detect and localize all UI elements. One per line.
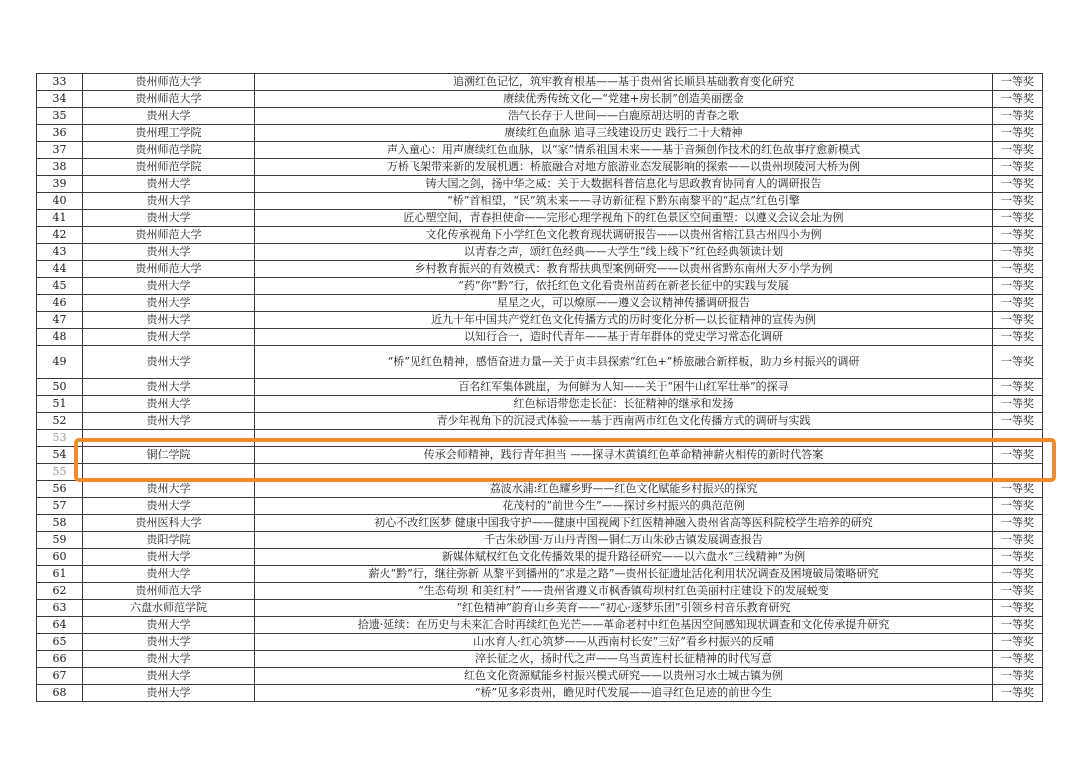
award-level: 一等奖: [993, 193, 1043, 210]
row-number: 41: [37, 210, 83, 227]
project-title: “生态苟坝 和美红村”——贵州省遵义市枫香镇苟坝村红色美丽村庄建设下的发展蜕变: [255, 583, 993, 600]
award-level: 一等奖: [993, 329, 1043, 346]
project-title: 追溯红色记忆，筑牢教育根基——基于贵州省长顺县基础教育变化研究: [255, 74, 993, 91]
award-level: 一等奖: [993, 566, 1043, 583]
award-level: 一等奖: [993, 583, 1043, 600]
project-title: “桥”见红色精神，感悟奋进力量—关于贞丰县探索“红色+”桥旅融合新样板，助力乡村振兴的调研: [255, 346, 993, 379]
row-number: 47: [37, 312, 83, 329]
award-level: 一等奖: [993, 396, 1043, 413]
award-level: 一等奖: [993, 227, 1043, 244]
row-number: 33: [37, 74, 83, 91]
award-level: 一等奖: [993, 634, 1043, 651]
row-number: 45: [37, 278, 83, 295]
row-number: 36: [37, 125, 83, 142]
school-name: 贵州医科大学: [83, 515, 255, 532]
table-row: [37, 634, 1043, 651]
row-number: 40: [37, 193, 83, 210]
table-row: [37, 193, 1043, 210]
table-row: [37, 668, 1043, 685]
row-number: 46: [37, 295, 83, 312]
row-number: 48: [37, 329, 83, 346]
school-name: 贵州师范大学: [83, 227, 255, 244]
school-name: 贵州大学: [83, 498, 255, 515]
award-level: 一等奖: [993, 91, 1043, 108]
table-row: [37, 583, 1043, 600]
project-title: 花茂村的“前世今生”——探讨乡村振兴的典范范例: [255, 498, 993, 515]
table-row: [37, 464, 1043, 481]
project-title: [255, 464, 993, 481]
table-row: [37, 74, 1043, 91]
award-level: 一等奖: [993, 498, 1043, 515]
table-row: [37, 481, 1043, 498]
school-name: 贵州大学: [83, 396, 255, 413]
project-title: 铸大国之剑，扬中华之威：关于大数据科普信息化与思政教育协同育人的调研报告: [255, 176, 993, 193]
table-row: [37, 278, 1043, 295]
school-name: 六盘水师范学院: [83, 600, 255, 617]
row-number: 35: [37, 108, 83, 125]
table-row: [37, 685, 1043, 702]
school-name: 贵州大学: [83, 312, 255, 329]
award-level: [993, 464, 1043, 481]
project-title: 红色文化资源赋能乡村振兴模式研究——以贵州习水土城古镇为例: [255, 668, 993, 685]
school-name: 贵州大学: [83, 549, 255, 566]
school-name: 贵州大学: [83, 413, 255, 430]
project-title: 荔波水浦:红色耀乡野——红色文化赋能乡村振兴的探究: [255, 481, 993, 498]
row-number: 37: [37, 142, 83, 159]
project-title: “药”你“黔”行，依托红色文化看贵州苗药在新老长征中的实践与发展: [255, 278, 993, 295]
project-title: 赓续红色血脉 追寻三线建设历史 践行二十大精神: [255, 125, 993, 142]
award-level: 一等奖: [993, 142, 1043, 159]
table-row: [37, 210, 1043, 227]
award-level: 一等奖: [993, 125, 1043, 142]
project-title: 青少年视角下的沉浸式体验——基于西南两市红色文化传播方式的调研与实践: [255, 413, 993, 430]
row-number: 65: [37, 634, 83, 651]
table-row: [37, 142, 1043, 159]
school-name: [83, 464, 255, 481]
table-row: [37, 532, 1043, 549]
row-number: 52: [37, 413, 83, 430]
school-name: 贵州大学: [83, 193, 255, 210]
award-level: 一等奖: [993, 176, 1043, 193]
school-name: 贵州师范大学: [83, 74, 255, 91]
award-table: [36, 73, 1043, 702]
table-row: [37, 312, 1043, 329]
school-name: 贵州大学: [83, 379, 255, 396]
award-level: 一等奖: [993, 668, 1043, 685]
table-row: [37, 261, 1043, 278]
award-level: 一等奖: [993, 159, 1043, 176]
project-title: 万桥飞架带来新的发展机遇：桥旅融合对地方旅游业态发展影响的探索——以贵州坝陵河大桥为例: [255, 159, 993, 176]
row-number: 38: [37, 159, 83, 176]
project-title: 以知行合一，造时代青年——基于青年群体的党史学习常态化调研: [255, 329, 993, 346]
table-row: [37, 108, 1043, 125]
table-row: [37, 125, 1043, 142]
school-name: 贵州师范大学: [83, 583, 255, 600]
table-row: [37, 651, 1043, 668]
row-number: 39: [37, 176, 83, 193]
project-title: 初心不改红医梦 健康中国我守护——健康中国视阈下红医精神融入贵州省高等医科院校学生培养的研究: [255, 515, 993, 532]
school-name: 贵州大学: [83, 108, 255, 125]
award-level: 一等奖: [993, 481, 1043, 498]
row-number: 57: [37, 498, 83, 515]
school-name: 贵州理工学院: [83, 125, 255, 142]
award-level: 一等奖: [993, 108, 1043, 125]
award-level: 一等奖: [993, 532, 1043, 549]
row-number: 59: [37, 532, 83, 549]
school-name: 贵州大学: [83, 481, 255, 498]
project-title: [255, 430, 993, 447]
row-number: 50: [37, 379, 83, 396]
row-number: 62: [37, 583, 83, 600]
row-number: 43: [37, 244, 83, 261]
award-level: 一等奖: [993, 549, 1043, 566]
school-name: 贵州大学: [83, 668, 255, 685]
row-number: 61: [37, 566, 83, 583]
row-number: 53: [37, 430, 83, 447]
project-title: “桥”见多彩贵州，瞻见时代发展——追寻红色足迹的前世今生: [255, 685, 993, 702]
school-name: 贵州大学: [83, 244, 255, 261]
table-row: [37, 396, 1043, 413]
award-level: 一等奖: [993, 74, 1043, 91]
row-number: 42: [37, 227, 83, 244]
table-row: [37, 447, 1043, 464]
row-number: 55: [37, 464, 83, 481]
row-number: 58: [37, 515, 83, 532]
school-name: 贵州师范大学: [83, 261, 255, 278]
school-name: [83, 430, 255, 447]
row-number: 44: [37, 261, 83, 278]
award-level: 一等奖: [993, 413, 1043, 430]
project-title: 千古朱砂国·万山丹青图—铜仁万山朱砂古镇发展调查报告: [255, 532, 993, 549]
award-level: 一等奖: [993, 447, 1043, 464]
award-level: 一等奖: [993, 312, 1043, 329]
project-title: 新媒体赋权红色文化传播效果的提升路径研究——以六盘水“三线精神”为例: [255, 549, 993, 566]
project-title: 淬长征之火，扬时代之声——乌当黄连村长征精神的时代写意: [255, 651, 993, 668]
project-title: 赓续优秀传统文化—“党建+房长制”创造美丽摆金: [255, 91, 993, 108]
project-title: 文化传承视角下小学红色文化教育现状调研报告——以贵州省榕江县古州四小为例: [255, 227, 993, 244]
school-name: 贵州大学: [83, 346, 255, 379]
table-row: [37, 379, 1043, 396]
table-row: [37, 498, 1043, 515]
project-title: “红色精神”韵育山乡美育——“初心·逐梦乐团”引领乡村音乐教育研究: [255, 600, 993, 617]
table-row: [37, 176, 1043, 193]
table-row: [37, 515, 1043, 532]
table-row: [37, 566, 1043, 583]
award-level: 一等奖: [993, 346, 1043, 379]
row-number: 63: [37, 600, 83, 617]
table-row: [37, 617, 1043, 634]
project-title: 红色标语带您走长征：长征精神的继承和发扬: [255, 396, 993, 413]
row-number: 67: [37, 668, 83, 685]
table-row: [37, 295, 1043, 312]
project-title: 星星之火，可以燎原——遵义会议精神传播调研报告: [255, 295, 993, 312]
project-title: 乡村教育振兴的有效模式：教育帮扶典型案例研究——以贵州省黔东南州大歹小学为例: [255, 261, 993, 278]
award-level: 一等奖: [993, 515, 1043, 532]
project-title: 拾遗·延续：在历史与未来汇合时再续红色光芒——革命老村中红色基因空间感知现状调查和文化传承提升研究: [255, 617, 993, 634]
row-number: 54: [37, 447, 83, 464]
award-level: 一等奖: [993, 617, 1043, 634]
award-level: 一等奖: [993, 295, 1043, 312]
table-row: [37, 91, 1043, 108]
project-title: 以青春之声，颂红色经典——大学生“线上线下”红色经典领读计划: [255, 244, 993, 261]
school-name: 贵州大学: [83, 651, 255, 668]
school-name: 贵州大学: [83, 566, 255, 583]
award-level: 一等奖: [993, 244, 1043, 261]
school-name: 贵州师范大学: [83, 91, 255, 108]
project-title: 薪火“黔”行，继往弥新 从黎平到播州的“求是之路”—贵州长征遗址活化利用状况调查及困境破局策略研究: [255, 566, 993, 583]
school-name: 贵州大学: [83, 210, 255, 227]
award-level: 一等奖: [993, 685, 1043, 702]
award-level: 一等奖: [993, 261, 1043, 278]
school-name: 贵州大学: [83, 634, 255, 651]
row-number: 66: [37, 651, 83, 668]
school-name: 贵州大学: [83, 176, 255, 193]
row-number: 56: [37, 481, 83, 498]
school-name: 贵州师范学院: [83, 142, 255, 159]
school-name: 贵州大学: [83, 295, 255, 312]
table-row: [37, 549, 1043, 566]
table-row: [37, 227, 1043, 244]
award-level: 一等奖: [993, 600, 1043, 617]
row-number: 68: [37, 685, 83, 702]
row-number: 49: [37, 346, 83, 379]
row-number: 64: [37, 617, 83, 634]
row-number: 34: [37, 91, 83, 108]
project-title: 声入童心：用声赓续红色血脉，以“家”情系祖国未来——基于音频创作技术的红色故事疗愈新模式: [255, 142, 993, 159]
project-title: 浩气长存于人世间——白鹿原胡达明的青春之歌: [255, 108, 993, 125]
project-title: 山水育人·红心筑梦——从西南村长安“三好”看乡村振兴的反哺: [255, 634, 993, 651]
project-title: 匠心塑空间，青春担使命——完形心理学视角下的红色景区空间重塑：以遵义会议会址为例: [255, 210, 993, 227]
award-list-sheet: [36, 73, 1042, 702]
award-level: 一等奖: [993, 651, 1043, 668]
award-level: 一等奖: [993, 379, 1043, 396]
project-title: “桥”首相望，“民”筑未来——寻访新征程下黔东南黎平的“起点”红色引擎: [255, 193, 993, 210]
table-row: [37, 430, 1043, 447]
table-row: [37, 413, 1043, 430]
school-name: 贵州大学: [83, 329, 255, 346]
table-row: [37, 346, 1043, 379]
table-row: [37, 244, 1043, 261]
project-title: 近九十年中国共产党红色文化传播方式的历时变化分析—以长征精神的宣传为例: [255, 312, 993, 329]
award-level: 一等奖: [993, 278, 1043, 295]
award-level: [993, 430, 1043, 447]
row-number: 60: [37, 549, 83, 566]
award-level: 一等奖: [993, 210, 1043, 227]
table-row: [37, 329, 1043, 346]
project-title: 传承会师精神，践行青年担当 ——探寻木黄镇红色革命精神薪火相传的新时代答案: [255, 447, 993, 464]
school-name: 贵州大学: [83, 685, 255, 702]
award-table-body: [37, 74, 1043, 702]
school-name: 贵州大学: [83, 617, 255, 634]
row-number: 51: [37, 396, 83, 413]
table-row: [37, 600, 1043, 617]
school-name: 贵州师范学院: [83, 159, 255, 176]
school-name: 贵州大学: [83, 278, 255, 295]
school-name: 贵阳学院: [83, 532, 255, 549]
school-name: 铜仁学院: [83, 447, 255, 464]
table-row: [37, 159, 1043, 176]
project-title: 百名红军集体跳崖，为何鲜为人知——关于“困牛山红军壮举”的探寻: [255, 379, 993, 396]
